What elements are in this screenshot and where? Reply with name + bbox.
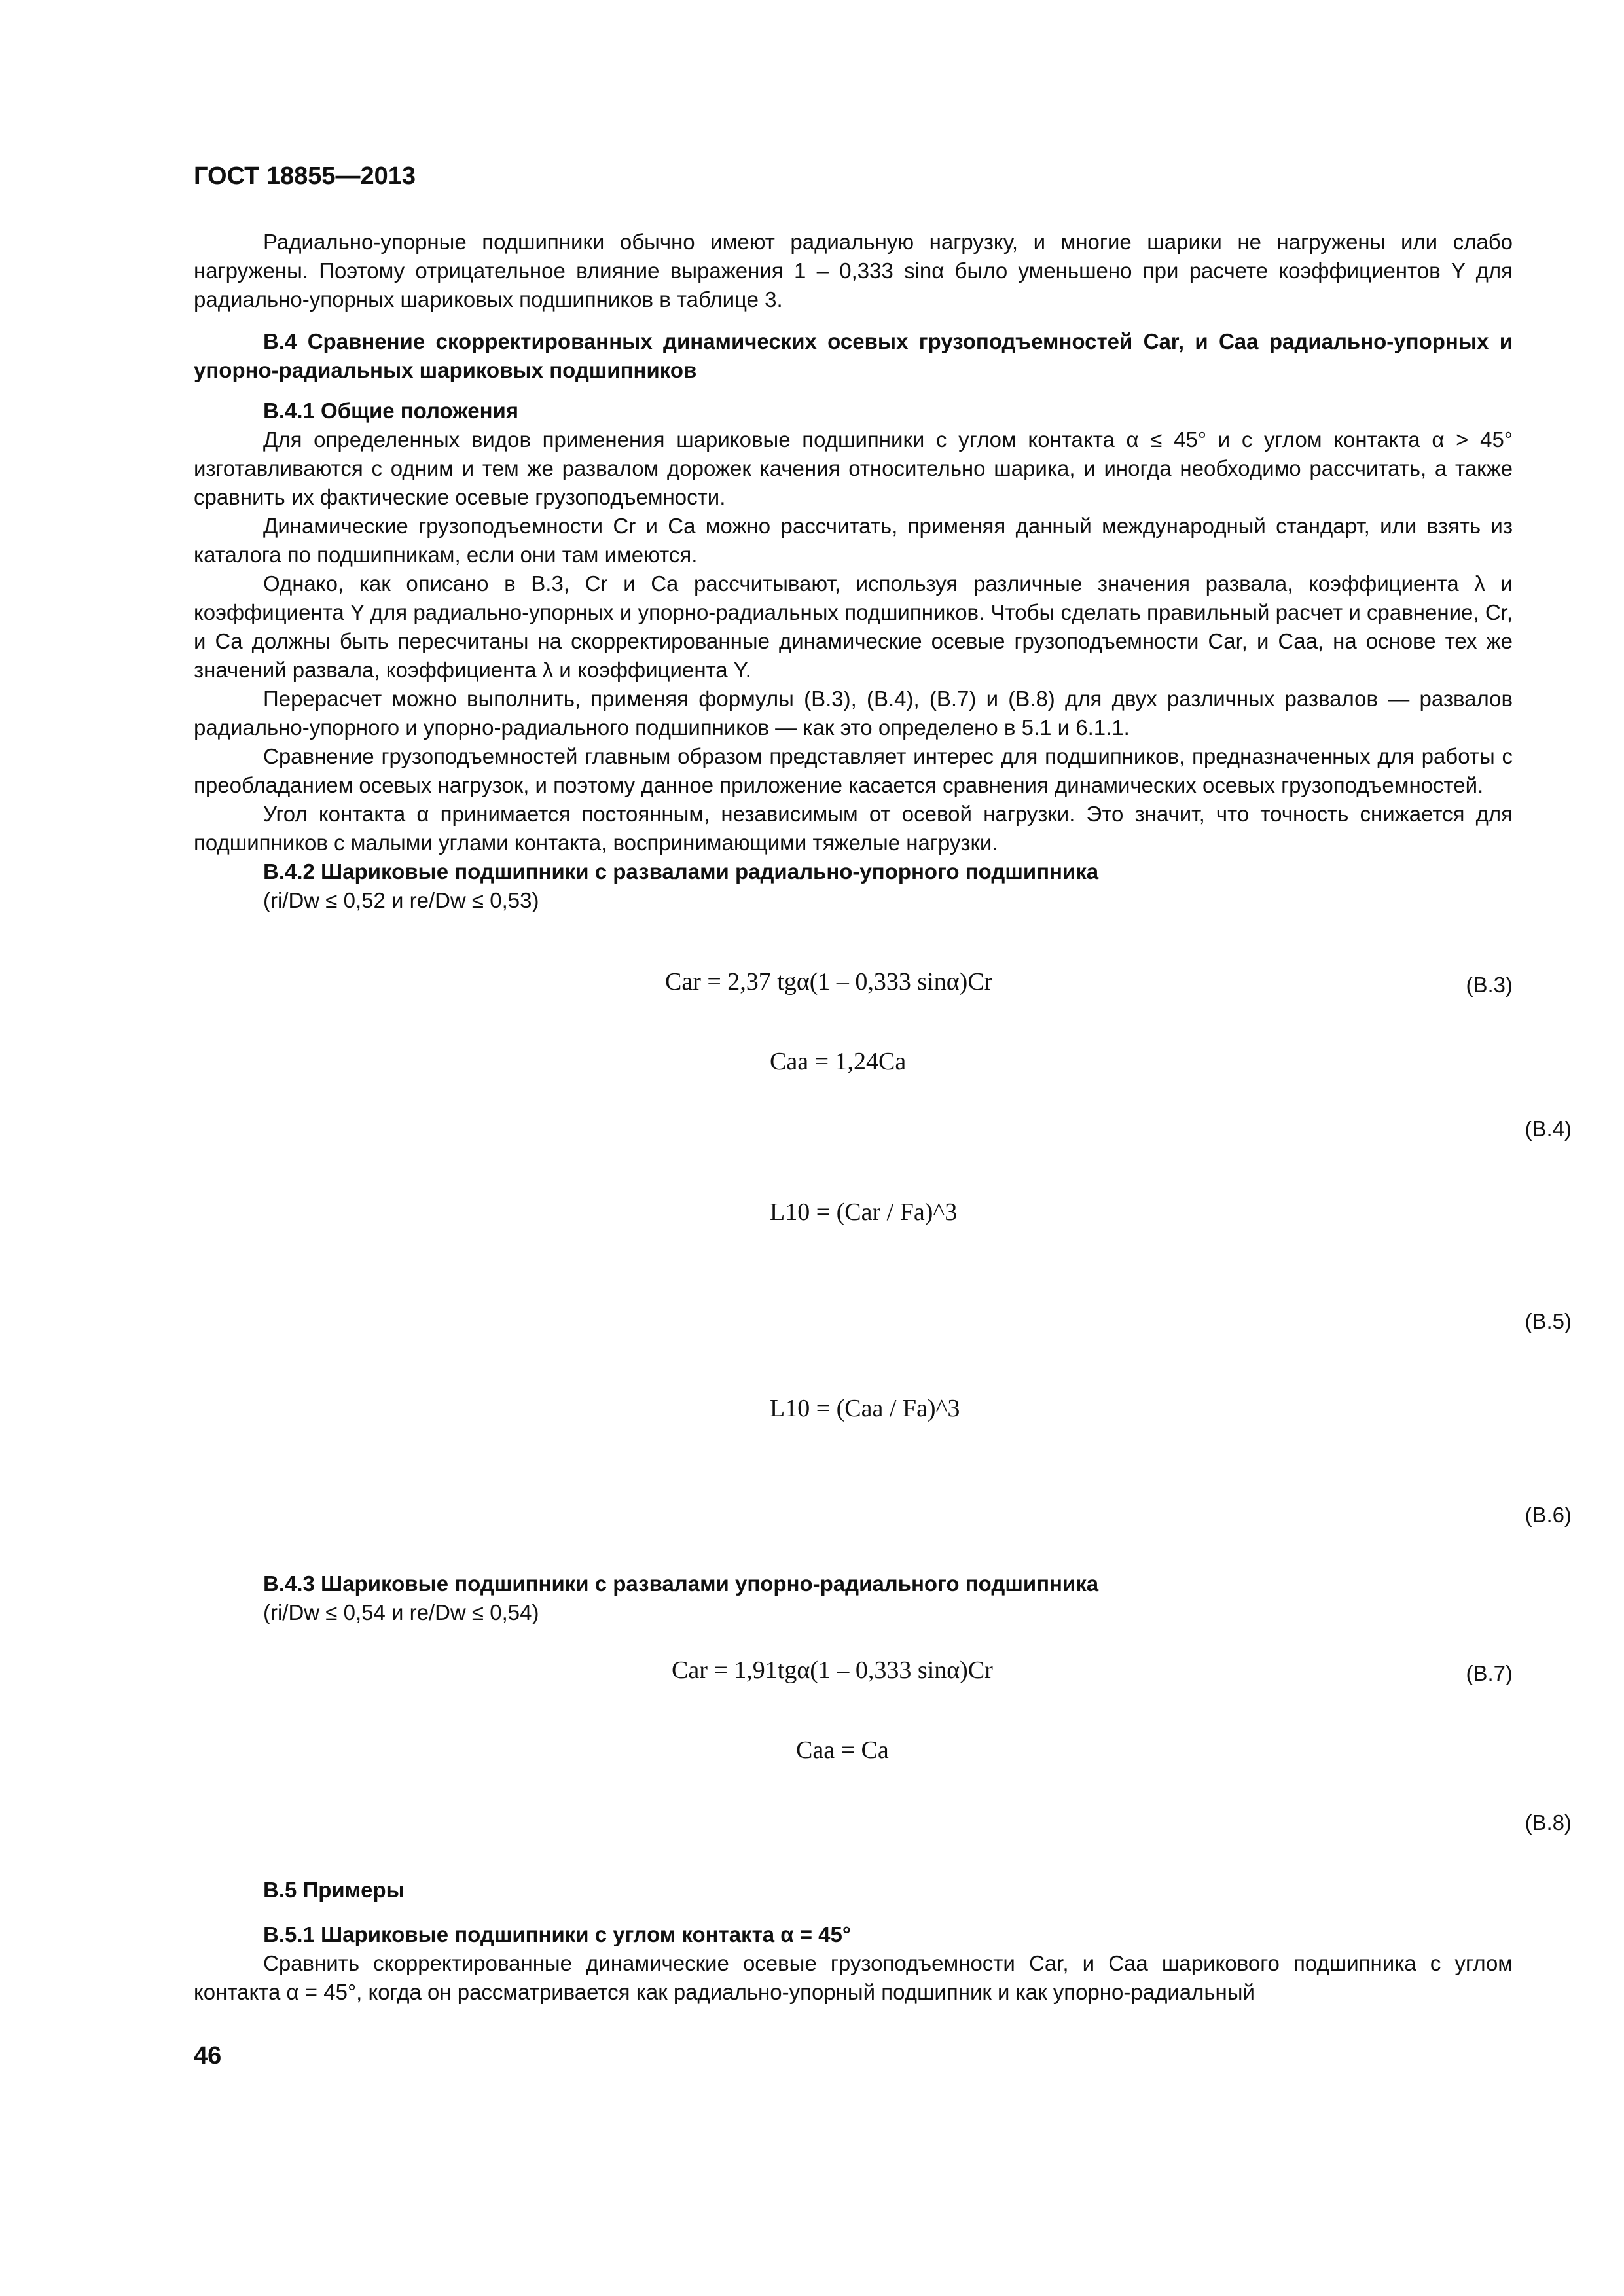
equation-number-b8: (В.8)	[1525, 1810, 1572, 1835]
equation-b4-row	[194, 1047, 1513, 1086]
section-b41	[194, 397, 1513, 915]
heading-b43: В.4.3 Шариковые подшипники с развалами упорно-радиального подшипника	[263, 1571, 1099, 1596]
paragraph-6: Сравнение грузоподъемностей главным образом представляет интерес для подшипников, предназначенных для работы с преобладанием осевых нагрузок, и поэтому данное приложение касается сравнения динамических осевых грузоподъемностей.	[194, 744, 1513, 797]
equation-b7: Car = 1,91tgα(1 – 0,333 sinα)Cr	[672, 1657, 993, 1684]
equation-number-b5: (В.5)	[1525, 1309, 1572, 1333]
section-b5	[194, 1876, 1513, 1905]
document-header: ГОСТ 18855—2013	[194, 162, 416, 190]
equation-b6-row	[194, 1394, 1513, 1473]
paragraph-8: Сравнить скорректированные динамические осевые грузоподъемности Car, и Caa шарикового подшипника с углом контакта α = 45°, когда он рассматривается как радиально-упорный подшипник и как упорно-радиальный	[194, 1951, 1513, 2004]
equation-b5-row	[194, 1198, 1513, 1276]
page-number: 46	[194, 2042, 222, 2070]
heading-b4: В.4 Сравнение скорректированных динамических осевых грузоподъемностей Car, и Caa радиально-упорных и упорно-радиальных шариковых подшипников	[194, 329, 1513, 382]
equation-number-b3: (В.3)	[1466, 973, 1513, 997]
heading-b41: В.4.1 Общие положения	[263, 399, 519, 423]
heading-b5: В.5 Примеры	[263, 1878, 405, 1902]
equation-b3-row	[194, 967, 1513, 1007]
paragraph-5: Перерасчет можно выполнить, применяя формулы (В.3), (В.4), (В.7) и (В.8) для двух различных развалов — развалов радиально-упорного и упорно-радиального подшипников — как это определено в 5.1 и 6.1.1.	[194, 687, 1513, 740]
equation-b8-row	[194, 1736, 1513, 1775]
paragraph-3: Динамические грузоподъемности Cr и Ca можно рассчитать, применяя данный международный стандарт, или взять из каталога по подшипникам, если они там имеются.	[194, 514, 1513, 567]
paragraph-4: Однако, как описано в В.3, Cr и Ca рассчитывают, используя различные значения развала, коэффициента λ и коэффициента Y для радиально-упорных и упорно-радиальных подшипников. Чтобы сделать правильный расчет и сравнение, Cr, и Ca должны быть пересчитаны на скорректированные динамические осевые грузоподъемности Car, и Caa, на основе тех же значений развала, коэффициента λ и коэффициента Y.	[194, 571, 1513, 682]
equation-number-b4: (В.4)	[1525, 1117, 1572, 1141]
equation-b3: Car = 2,37 tgα(1 – 0,333 sinα)Cr	[665, 968, 993, 996]
equation-number-b7: (В.7)	[1466, 1661, 1513, 1685]
paragraph-intro	[194, 228, 1513, 314]
heading-b42: В.4.2 Шариковые подшипники с развалами радиально-упорного подшипника	[263, 859, 1099, 884]
paragraph-7: Угол контакта α принимается постоянным, независимым от осевой нагрузки. Это значит, что точность снижается для подшипников с малыми углами контакта, воспринимающими тяжелые нагрузки.	[194, 802, 1513, 855]
heading-b51: В.5.1 Шариковые подшипники с углом контакта α = 45°	[263, 1922, 852, 1946]
section-b51	[194, 1920, 1513, 2007]
paragraph-1: Радиально-упорные подшипники обычно имеют радиальную нагрузку, и многие шарики не нагружены или слабо нагружены. Поэтому отрицательное влияние выражения 1 – 0,333 sinα было уменьшено при расчете коэффициентов Y для радиально-упорных шариковых подшипников в таблице 3.	[194, 230, 1513, 312]
section-b43	[194, 1570, 1513, 1627]
document-page	[194, 0, 1572, 2296]
condition-b43: (ri/Dw ≤ 0,54 и re/Dw ≤ 0,54)	[263, 1600, 539, 1624]
equation-b5: L10 = (Car / Fa)^3	[770, 1198, 958, 1226]
condition-b42: (ri/Dw ≤ 0,52 и re/Dw ≤ 0,53)	[263, 888, 539, 912]
equation-b6: L10 = (Caa / Fa)^3	[770, 1395, 960, 1422]
equation-b8: Caa = Ca	[796, 1736, 889, 1764]
equation-number-b6: (В.6)	[1525, 1503, 1572, 1527]
section-b4	[194, 327, 1513, 385]
equation-b4: Caa = 1,24Ca	[770, 1048, 907, 1075]
paragraph-2: Для определенных видов применения шариковые подшипники с углом контакта α ≤ 45° и с углом контакта α > 45° изготавливаются с одним и тем же развалом дорожек качения относительно шарика, и иногда необходимо рассчитать, а также сравнить их фактические осевые грузоподъемности.	[194, 427, 1513, 509]
equation-b7-row	[194, 1656, 1513, 1695]
